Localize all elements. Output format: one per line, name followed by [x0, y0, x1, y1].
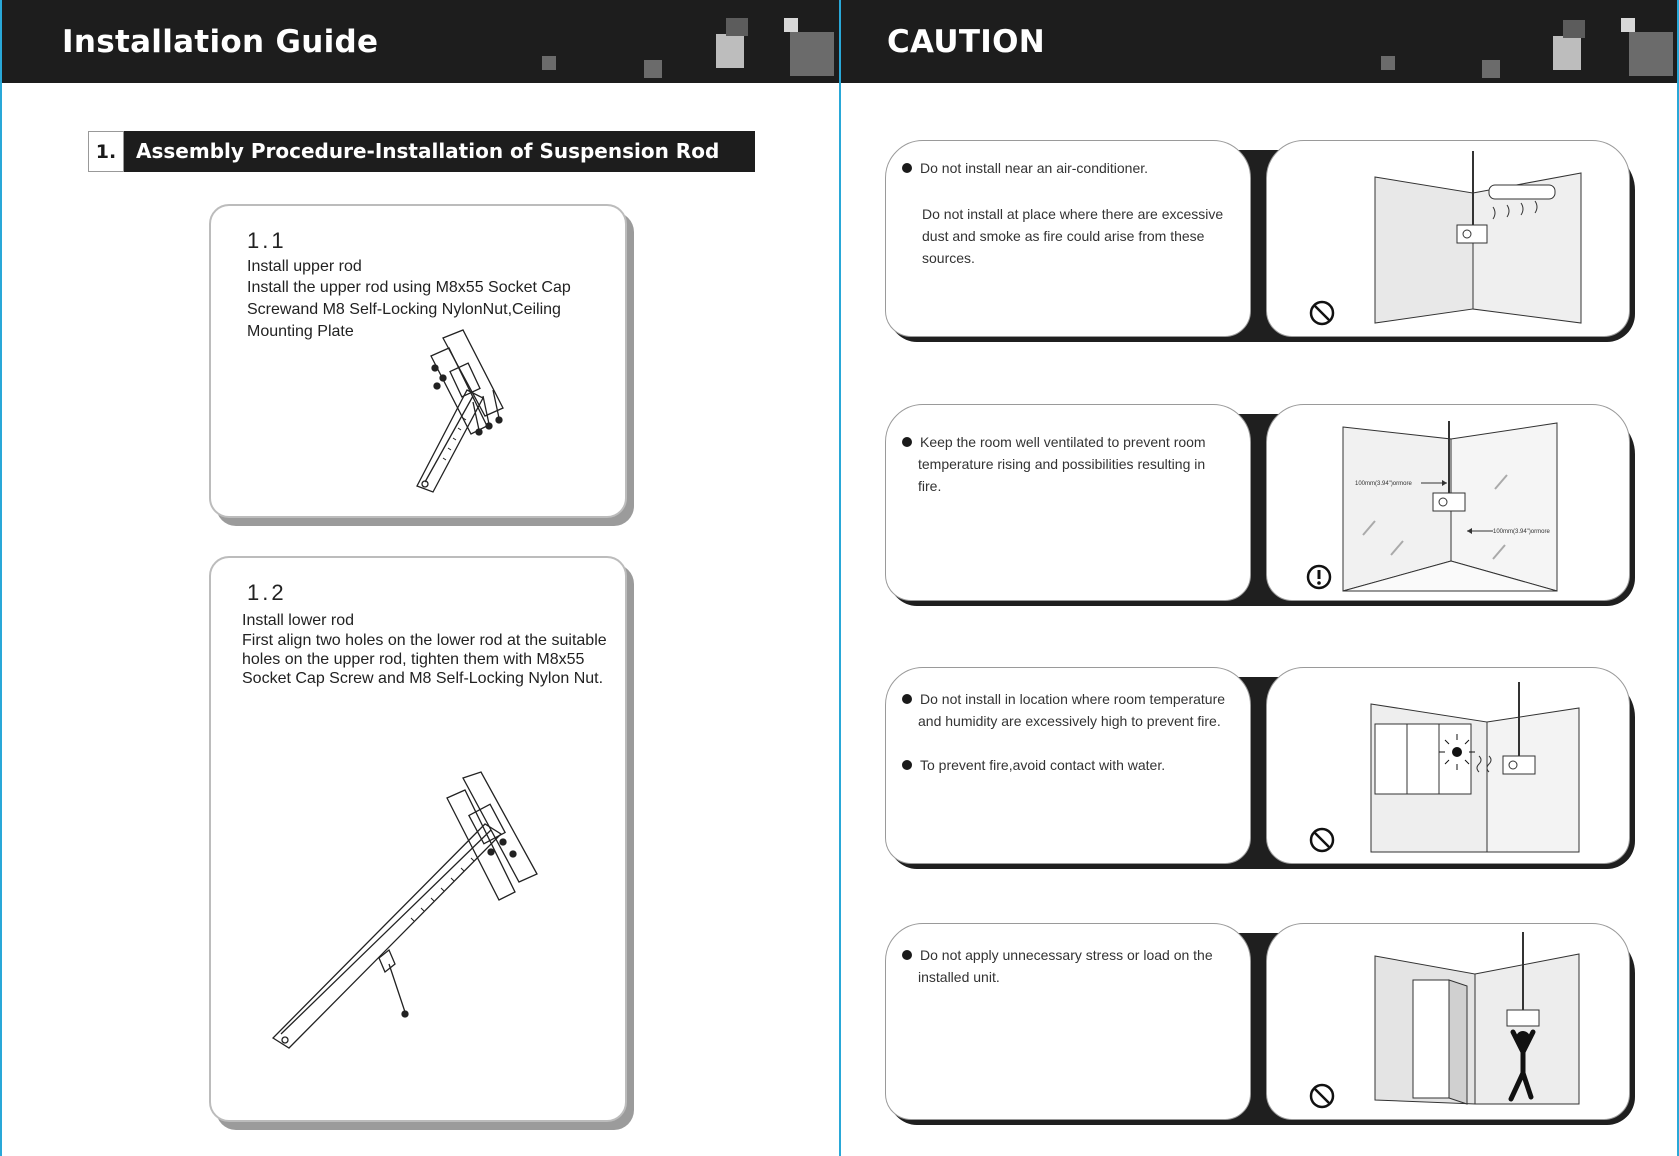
step-instructions — [242, 631, 607, 688]
upper-rod-illustration — [391, 326, 571, 506]
prohibited-icon — [1307, 825, 1337, 855]
bullet-text: Keep the room well ventilated to prevent room — [920, 434, 1206, 450]
caution-title: CAUTION — [887, 24, 1046, 60]
bullet-icon — [902, 437, 912, 447]
section-title: Assembly Procedure-Installation of Suspension Rod — [124, 131, 755, 172]
step-line: First align two holes on the lower rod at the suitable — [242, 632, 607, 649]
bullet-text: Do not apply unnecessary stress or load on the — [920, 947, 1213, 963]
caution-paragraph — [918, 453, 1205, 497]
step-title: Install lower rod — [242, 612, 355, 629]
caution-image-panel — [1266, 667, 1630, 864]
paragraph-line: fire. — [918, 478, 942, 494]
step-number: 1.1 — [247, 228, 287, 253]
bullet-icon — [902, 760, 912, 770]
paragraph-line: dust and smoke as fire could arise from these — [922, 228, 1205, 244]
step-line: Socket Cap Screw and M8 Self-Locking Nylon Nut. — [242, 670, 604, 687]
caution-paragraph — [918, 966, 1000, 988]
bullet-text: Do not install near an air-conditioner. — [920, 160, 1149, 176]
decorative-square — [1381, 56, 1395, 70]
caution-paragraph — [922, 203, 1223, 269]
right-header-bar — [841, 0, 1677, 83]
prohibited-icon — [1307, 1081, 1337, 1111]
caution-paragraph — [918, 710, 1221, 732]
step-box-1-2 — [209, 556, 627, 1122]
decorative-square — [726, 18, 748, 36]
left-page — [0, 0, 839, 1156]
caution-text-panel — [885, 667, 1251, 864]
step-number: 1.2 — [247, 580, 287, 605]
step-line: holes on the upper rod, tighten them with M8x55 — [242, 651, 585, 668]
paragraph-line: Do not install at place where there are excessive — [922, 206, 1224, 222]
step-line: Screwand M8 Self-Locking NylonNut,Ceiling — [247, 301, 561, 318]
caution-image-panel — [1266, 923, 1630, 1120]
step-line: Install the upper rod using M8x55 Socket Cap — [247, 279, 571, 296]
page-title: Installation Guide — [62, 24, 379, 60]
prohibited-icon — [1307, 298, 1337, 328]
paragraph-line: installed unit. — [918, 969, 1000, 985]
clearance-label: 100mm(3.94")ormore — [1355, 481, 1412, 487]
right-page — [839, 0, 1679, 1156]
paragraph-line: sources. — [922, 250, 975, 266]
step-line: Mounting Plate — [247, 323, 354, 340]
decorative-square — [542, 56, 556, 70]
step-box-1-1 — [209, 204, 627, 518]
left-header-bar — [2, 0, 839, 83]
paragraph-line: temperature rising and possibilities resulting in — [918, 456, 1206, 472]
bullet-text: To prevent fire,avoid contact with water. — [920, 757, 1166, 773]
section-heading — [88, 131, 755, 172]
section-number: 1. — [88, 131, 124, 172]
caution-text-panel — [885, 404, 1251, 601]
bullet-icon — [902, 163, 912, 173]
caution-image-panel — [1266, 140, 1630, 337]
decorative-square — [1482, 60, 1500, 78]
decorative-square — [716, 34, 744, 68]
decorative-square — [1553, 36, 1581, 70]
caution-text-panel — [885, 140, 1251, 337]
caution-image-panel — [1266, 404, 1630, 601]
exclamation-icon — [1304, 562, 1334, 592]
caution-text-panel — [885, 923, 1251, 1120]
decorative-square — [644, 60, 662, 78]
step-title: Install upper rod — [247, 258, 362, 275]
clearance-label: 100mm(3.94")ormore — [1493, 529, 1550, 535]
bullet-text: Do not install in location where room temperature — [920, 691, 1226, 707]
decorative-square — [1621, 18, 1635, 32]
paragraph-line: and humidity are excessively high to prevent fire. — [918, 713, 1221, 729]
bullet-icon — [902, 694, 912, 704]
decorative-square — [784, 18, 798, 32]
decorative-square — [790, 32, 834, 76]
decorative-square — [1563, 20, 1585, 38]
bullet-icon — [902, 950, 912, 960]
lower-rod-illustration — [261, 768, 581, 1088]
decorative-square — [1629, 32, 1673, 76]
